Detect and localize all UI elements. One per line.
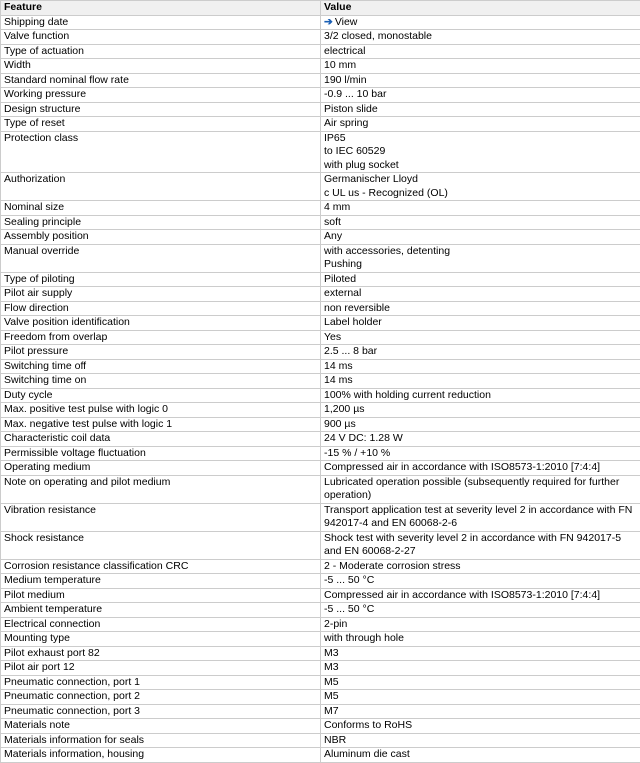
value-line: with accessories, detenting	[324, 245, 638, 259]
table-body	[1, 15, 640, 762]
value-line: Compressed air in accordance with ISO8573-1:2010 [7:4:4]	[324, 461, 638, 475]
feature-cell: Shipping date	[1, 15, 321, 30]
value-line: -0.9 ... 10 bar	[324, 88, 638, 102]
table-row	[1, 44, 640, 59]
value-column-header: Value	[321, 1, 640, 16]
value-line: Transport application test at severity level 2 in accordance with FN 942017-4 and EN 60068-2-6	[324, 504, 638, 531]
table-row	[1, 316, 640, 331]
value-cell	[321, 403, 640, 418]
value-cell	[321, 88, 640, 103]
value-cell	[321, 272, 640, 287]
table-row	[1, 531, 640, 559]
feature-cell: Electrical connection	[1, 617, 321, 632]
view-shipping-date-link[interactable]	[324, 16, 357, 28]
value-cell	[321, 44, 640, 59]
feature-cell: Pilot air port 12	[1, 661, 321, 676]
value-cell	[321, 316, 640, 331]
value-line: 4 mm	[324, 201, 638, 215]
value-cell	[321, 432, 640, 447]
value-cell	[321, 446, 640, 461]
view-link-label: View	[335, 16, 358, 28]
value-line: non reversible	[324, 302, 638, 316]
value-cell	[321, 201, 640, 216]
value-line: 190 l/min	[324, 74, 638, 88]
value-line: M3	[324, 647, 638, 661]
value-line: Piston slide	[324, 103, 638, 117]
feature-cell: Switching time off	[1, 359, 321, 374]
table-row	[1, 30, 640, 45]
feature-cell: Materials information for seals	[1, 733, 321, 748]
value-line: IP65	[324, 132, 638, 146]
feature-cell: Materials note	[1, 719, 321, 734]
table-row	[1, 617, 640, 632]
table-row	[1, 388, 640, 403]
value-cell	[321, 15, 640, 30]
table-row	[1, 272, 640, 287]
value-line: Germanischer Lloyd	[324, 173, 638, 187]
table-row	[1, 215, 640, 230]
value-line: 24 V DC: 1.28 W	[324, 432, 638, 446]
table-row	[1, 646, 640, 661]
table-row	[1, 117, 640, 132]
value-line: 2-pin	[324, 618, 638, 632]
feature-cell: Medium temperature	[1, 574, 321, 589]
table-row	[1, 173, 640, 201]
value-line: 10 mm	[324, 59, 638, 73]
feature-cell: Pilot pressure	[1, 345, 321, 360]
value-line: soft	[324, 216, 638, 230]
value-cell	[321, 388, 640, 403]
feature-cell: Duty cycle	[1, 388, 321, 403]
feature-cell: Assembly position	[1, 230, 321, 245]
feature-cell: Width	[1, 59, 321, 74]
feature-cell: Type of piloting	[1, 272, 321, 287]
table-row	[1, 503, 640, 531]
value-cell	[321, 503, 640, 531]
table-row	[1, 73, 640, 88]
table-row	[1, 131, 640, 173]
feature-cell: Max. positive test pulse with logic 0	[1, 403, 321, 418]
table-row	[1, 230, 640, 245]
value-cell	[321, 531, 640, 559]
table-row	[1, 675, 640, 690]
value-cell	[321, 30, 640, 45]
feature-cell: Operating medium	[1, 461, 321, 476]
value-line: M5	[324, 676, 638, 690]
value-line: 2.5 ... 8 bar	[324, 345, 638, 359]
table-row-shipping-date	[1, 15, 640, 30]
value-line: Yes	[324, 331, 638, 345]
table-row	[1, 748, 640, 763]
feature-cell: Pilot exhaust port 82	[1, 646, 321, 661]
feature-cell: Vibration resistance	[1, 503, 321, 531]
value-cell	[321, 574, 640, 589]
value-cell	[321, 417, 640, 432]
value-cell	[321, 661, 640, 676]
feature-cell: Pneumatic connection, port 2	[1, 690, 321, 705]
value-cell	[321, 131, 640, 173]
feature-cell: Protection class	[1, 131, 321, 173]
table-row	[1, 603, 640, 618]
table-row	[1, 690, 640, 705]
feature-cell: Max. negative test pulse with logic 1	[1, 417, 321, 432]
table-row	[1, 88, 640, 103]
value-line: Any	[324, 230, 638, 244]
feature-cell: Type of actuation	[1, 44, 321, 59]
feature-cell: Materials information, housing	[1, 748, 321, 763]
value-cell	[321, 359, 640, 374]
table-row	[1, 417, 640, 432]
value-line: c UL us - Recognized (OL)	[324, 187, 638, 201]
feature-cell: Flow direction	[1, 301, 321, 316]
feature-cell: Corrosion resistance classification CRC	[1, 559, 321, 574]
value-line: 3/2 closed, monostable	[324, 30, 638, 44]
value-line: -5 ... 50 °C	[324, 603, 638, 617]
value-cell	[321, 719, 640, 734]
value-cell	[321, 73, 640, 88]
value-cell	[321, 675, 640, 690]
feature-cell: Sealing principle	[1, 215, 321, 230]
table-row	[1, 403, 640, 418]
table-row	[1, 733, 640, 748]
value-cell	[321, 588, 640, 603]
feature-cell: Authorization	[1, 173, 321, 201]
feature-cell: Manual override	[1, 244, 321, 272]
table-row	[1, 588, 640, 603]
value-line: 14 ms	[324, 360, 638, 374]
value-line: NBR	[324, 734, 638, 748]
table-row	[1, 201, 640, 216]
value-cell	[321, 632, 640, 647]
value-line: Label holder	[324, 316, 638, 330]
table-row	[1, 446, 640, 461]
feature-cell: Design structure	[1, 102, 321, 117]
table-row	[1, 359, 640, 374]
value-line: Aluminum die cast	[324, 748, 638, 762]
feature-cell: Valve function	[1, 30, 321, 45]
table-row	[1, 345, 640, 360]
value-line: to IEC 60529	[324, 145, 638, 159]
value-line: 14 ms	[324, 374, 638, 388]
value-line: with through hole	[324, 632, 638, 646]
feature-cell: Valve position identification	[1, 316, 321, 331]
value-cell	[321, 287, 640, 302]
table-row	[1, 632, 640, 647]
value-cell	[321, 690, 640, 705]
feature-cell: Pneumatic connection, port 3	[1, 704, 321, 719]
value-line: 900 µs	[324, 418, 638, 432]
table-row	[1, 704, 640, 719]
value-cell	[321, 733, 640, 748]
feature-cell: Shock resistance	[1, 531, 321, 559]
value-line: Compressed air in accordance with ISO8573-1:2010 [7:4:4]	[324, 589, 638, 603]
table-row	[1, 661, 640, 676]
table-row	[1, 301, 640, 316]
table-row	[1, 559, 640, 574]
value-line: -5 ... 50 °C	[324, 574, 638, 588]
value-cell	[321, 646, 640, 661]
value-cell	[321, 704, 640, 719]
feature-cell: Note on operating and pilot medium	[1, 475, 321, 503]
table-row	[1, 330, 640, 345]
value-line: Air spring	[324, 117, 638, 131]
table-row	[1, 719, 640, 734]
feature-cell: Nominal size	[1, 201, 321, 216]
feature-cell: Switching time on	[1, 374, 321, 389]
value-cell	[321, 215, 640, 230]
feature-column-header: Feature	[1, 1, 321, 16]
value-line: M3	[324, 661, 638, 675]
value-cell	[321, 117, 640, 132]
feature-cell: Permissible voltage fluctuation	[1, 446, 321, 461]
value-line: 100% with holding current reduction	[324, 389, 638, 403]
value-cell	[321, 345, 640, 360]
table-row	[1, 432, 640, 447]
value-cell	[321, 301, 640, 316]
value-line: M7	[324, 705, 638, 719]
table-row	[1, 59, 640, 74]
value-cell	[321, 603, 640, 618]
value-cell	[321, 230, 640, 245]
value-cell	[321, 748, 640, 763]
value-cell	[321, 330, 640, 345]
feature-cell: Pilot air supply	[1, 287, 321, 302]
value-line: -15 % / +10 %	[324, 447, 638, 461]
table-row	[1, 102, 640, 117]
value-cell	[321, 617, 640, 632]
feature-cell: Ambient temperature	[1, 603, 321, 618]
value-cell	[321, 59, 640, 74]
feature-cell: Characteristic coil data	[1, 432, 321, 447]
table-row	[1, 475, 640, 503]
value-cell	[321, 461, 640, 476]
feature-cell: Pilot medium	[1, 588, 321, 603]
table-header-row	[1, 1, 640, 16]
value-cell	[321, 475, 640, 503]
value-line: 1,200 µs	[324, 403, 638, 417]
feature-cell: Freedom from overlap	[1, 330, 321, 345]
table-row	[1, 244, 640, 272]
feature-cell: Standard nominal flow rate	[1, 73, 321, 88]
value-line: Piloted	[324, 273, 638, 287]
value-line: Conforms to RoHS	[324, 719, 638, 733]
value-line: Lubricated operation possible (subsequently required for further operation)	[324, 476, 638, 503]
value-line: 2 - Moderate corrosion stress	[324, 560, 638, 574]
table-row	[1, 374, 640, 389]
feature-cell: Type of reset	[1, 117, 321, 132]
value-line: with plug socket	[324, 159, 638, 173]
value-cell	[321, 244, 640, 272]
table-row	[1, 574, 640, 589]
value-cell	[321, 374, 640, 389]
value-line: Shock test with severity level 2 in accordance with FN 942017-5 and EN 60068-2-27	[324, 532, 638, 559]
value-line: electrical	[324, 45, 638, 59]
table-row	[1, 461, 640, 476]
value-cell	[321, 173, 640, 201]
feature-cell: Pneumatic connection, port 1	[1, 675, 321, 690]
value-cell	[321, 559, 640, 574]
feature-cell: Mounting type	[1, 632, 321, 647]
value-line: external	[324, 287, 638, 301]
value-cell	[321, 102, 640, 117]
feature-cell: Working pressure	[1, 88, 321, 103]
table-row	[1, 287, 640, 302]
value-line: M5	[324, 690, 638, 704]
value-line: Pushing	[324, 258, 638, 272]
arrow-right-icon: ➔	[324, 16, 333, 28]
